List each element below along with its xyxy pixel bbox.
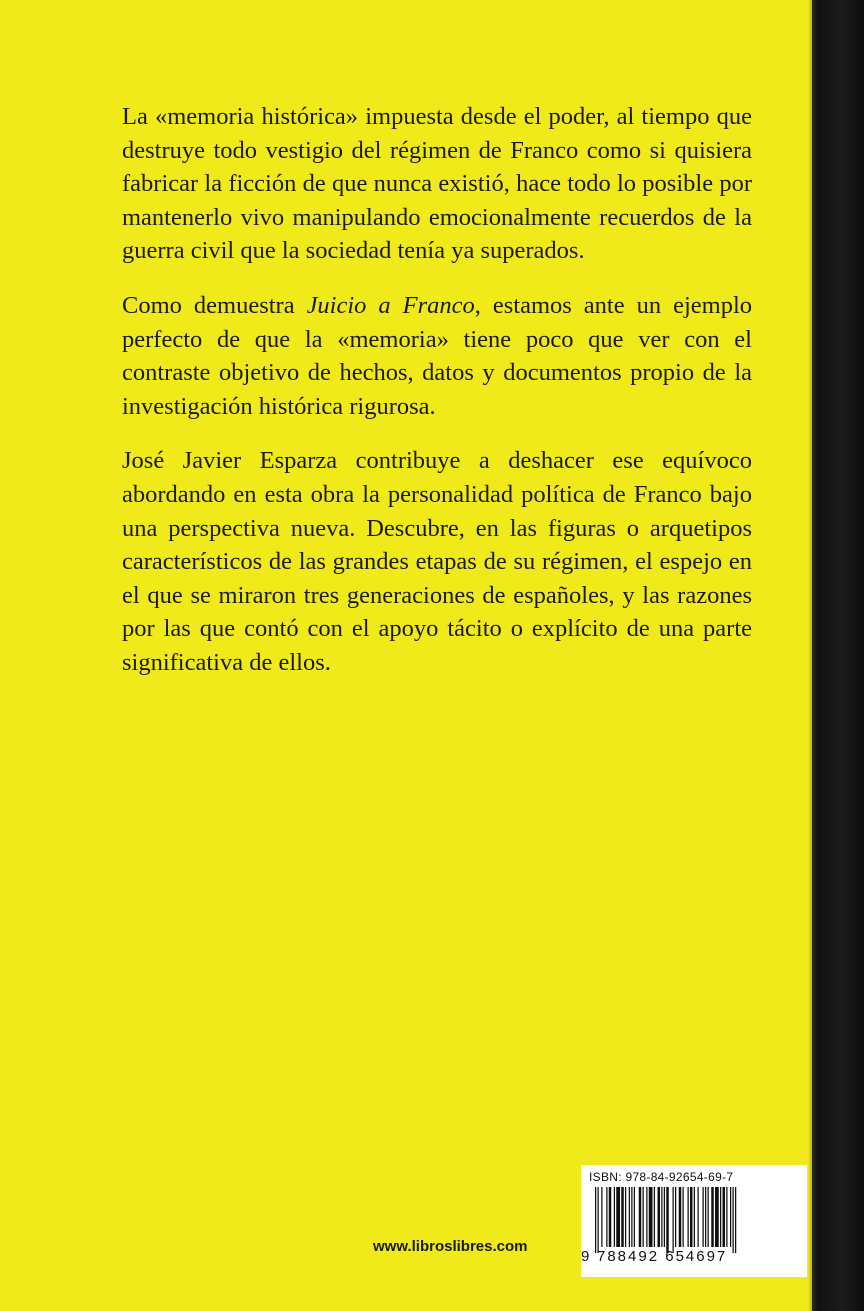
barcode-bar <box>715 1187 719 1247</box>
barcode-bar <box>643 1187 644 1247</box>
barcode-bar <box>720 1187 721 1247</box>
barcode-bar <box>654 1187 655 1247</box>
barcode-bar <box>735 1187 736 1253</box>
blurb-paragraph-2-start: Como demuestra <box>122 291 307 319</box>
barcode-bar <box>658 1187 661 1247</box>
barcode-bar <box>609 1187 612 1247</box>
blurb-paragraph-2 <box>122 289 752 423</box>
barcode-bar <box>690 1187 693 1247</box>
barcode-bar <box>661 1187 662 1247</box>
barcode-bar <box>730 1187 731 1247</box>
barcode-bar <box>694 1187 695 1247</box>
barcode-bar <box>595 1187 596 1253</box>
barcode-bar <box>675 1187 676 1247</box>
barcode-bar <box>621 1187 624 1247</box>
barcode-bar <box>673 1187 674 1253</box>
barcode-bar <box>688 1187 689 1247</box>
barcode-bar <box>634 1187 635 1247</box>
barcode-digit-lead: 9 <box>581 1248 592 1265</box>
blurb-paragraph-3: José Javier Esparza contribuye a deshacer ese equívoco abordando en esta obra la personalidad política de Franco bajo una perspectiva nueva. Descubre, en las figuras o arquetipos característicos de las grandes etapas de su régimen, el espejo en el que se miraron tres generaciones de españoles, y las razones por las que contó con el apoyo tácito o explícito de una parte significativa de ellos. <box>122 447 752 676</box>
blurb-paragraph-2-end: , estamos ante un ejemplo perfecto de que la «memoria» tiene poco que ver con el contraste objetivo de hechos, datos y documentos propio de la investigación histórica rigurosa. <box>122 291 753 420</box>
barcode-bar <box>733 1187 734 1253</box>
barcode-bar <box>666 1187 669 1253</box>
barcode-label <box>581 1165 807 1277</box>
barcode-bar <box>703 1187 704 1247</box>
barcode-bar <box>664 1187 665 1247</box>
barcode-bar <box>683 1187 684 1247</box>
blurb-text <box>122 100 752 701</box>
barcode-bar <box>698 1187 699 1247</box>
barcode-bar <box>679 1187 682 1247</box>
barcode-bar <box>616 1187 620 1247</box>
isbn-number: ISBN: 978-84-92654-69-7 <box>589 1170 734 1184</box>
barcode-bar <box>598 1187 599 1253</box>
barcode-bar <box>708 1187 709 1247</box>
barcode-bar <box>629 1187 630 1247</box>
barcode-bar <box>646 1187 647 1247</box>
barcode-bar <box>726 1187 727 1247</box>
barcode-bar <box>631 1187 632 1247</box>
barcode-bar <box>639 1187 642 1247</box>
barcode-bar <box>606 1187 607 1247</box>
book-title-italic: Juicio a Franco <box>306 291 475 319</box>
barcode-bars <box>591 1187 797 1253</box>
barcode-bar <box>649 1187 653 1247</box>
barcode-digit-rest: 788492 654697 <box>597 1248 728 1265</box>
blurb-paragraph-1: La «memoria histórica» impuesta desde el poder, al tiempo que destruye todo vestigio del régimen de Franco como si quisiera fabricar la ficción de que nunca existió, hace todo lo posible por mantenerlo vivo manipulando emocionalmente recuerdos de la guerra civil que la sociedad tenía ya superados. <box>122 103 752 265</box>
barcode-bar <box>711 1187 714 1247</box>
barcode-bar <box>601 1187 602 1247</box>
barcode-bar <box>625 1187 626 1247</box>
book-spine <box>812 0 864 1311</box>
barcode-bar <box>614 1187 615 1247</box>
barcode-bar <box>705 1187 706 1247</box>
barcode-bar <box>723 1187 726 1247</box>
publisher-website: www.libroslibres.com <box>373 1238 528 1255</box>
